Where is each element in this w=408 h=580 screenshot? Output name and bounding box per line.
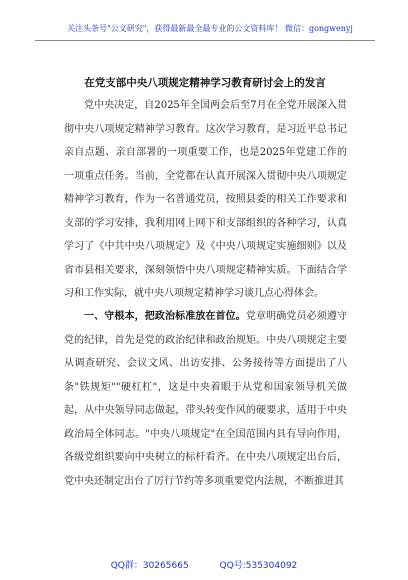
document-title: 在党支部中央八项规定精神学习教育研讨会上的发言 — [84, 77, 326, 89]
footer-qq-group: QQ群：30265665 — [110, 561, 189, 571]
footer-qq-number: QQ号:535304092 — [219, 561, 298, 571]
section-1-body: 党章明确党员必须遵守党的纪律，首先是党的政治纪律和政治规矩。中央八项规定主要从调查研究、会议文风、出访安排、公务接待等方面提出了八条"铁规矩""硬杠杠"，这是中央着眼于从党和国家领导机关做起，从中央领导同志做起，带头转变作风的硬要求，适用于中央政治局全体同志。"中央八项规定"在全国范围内具有导向作用，各级党组织要向中央树立的标杆看齐。在中央八项规定出台后，党中央还制定出台了厉行节约等多项重要党内法规，不断推进其 — [64, 311, 348, 487]
page-footer — [0, 560, 408, 572]
section-1-paragraph — [64, 305, 347, 493]
section-1-heading: 一、守根本，把政治标准放在首位。 — [84, 311, 246, 322]
page-header: 关注头条号"公文研究"，获得最新最全最专业的公文资料库！ 微信：gongwenyj — [67, 24, 353, 33]
header-divider — [35, 40, 375, 41]
intro-paragraph: 党中央决定，自2025年全国两会后至7月在全党开展深入贯彻中央八项规定精神学习教育。这次学习教育，是习近平总书记亲自点题、亲自部署的一项重要工作，也是2025年党建工作的一项重点任务。当前，全党都在认真开展深入贯彻中央八项规定精神学习教育，作为一名普通党员，按照县委的相关工作要求和支部的学习安排，我利用网上网下和支部组织的各种学习，认真学习了《中共中央八项规定》及《中央八项规定实施细则》以及省市县相关要求，深刻领悟中央八项规定精神实质。下面结合学习和工作实际，就中央八项规定精神学习谈几点心得体会。 — [64, 100, 347, 299]
